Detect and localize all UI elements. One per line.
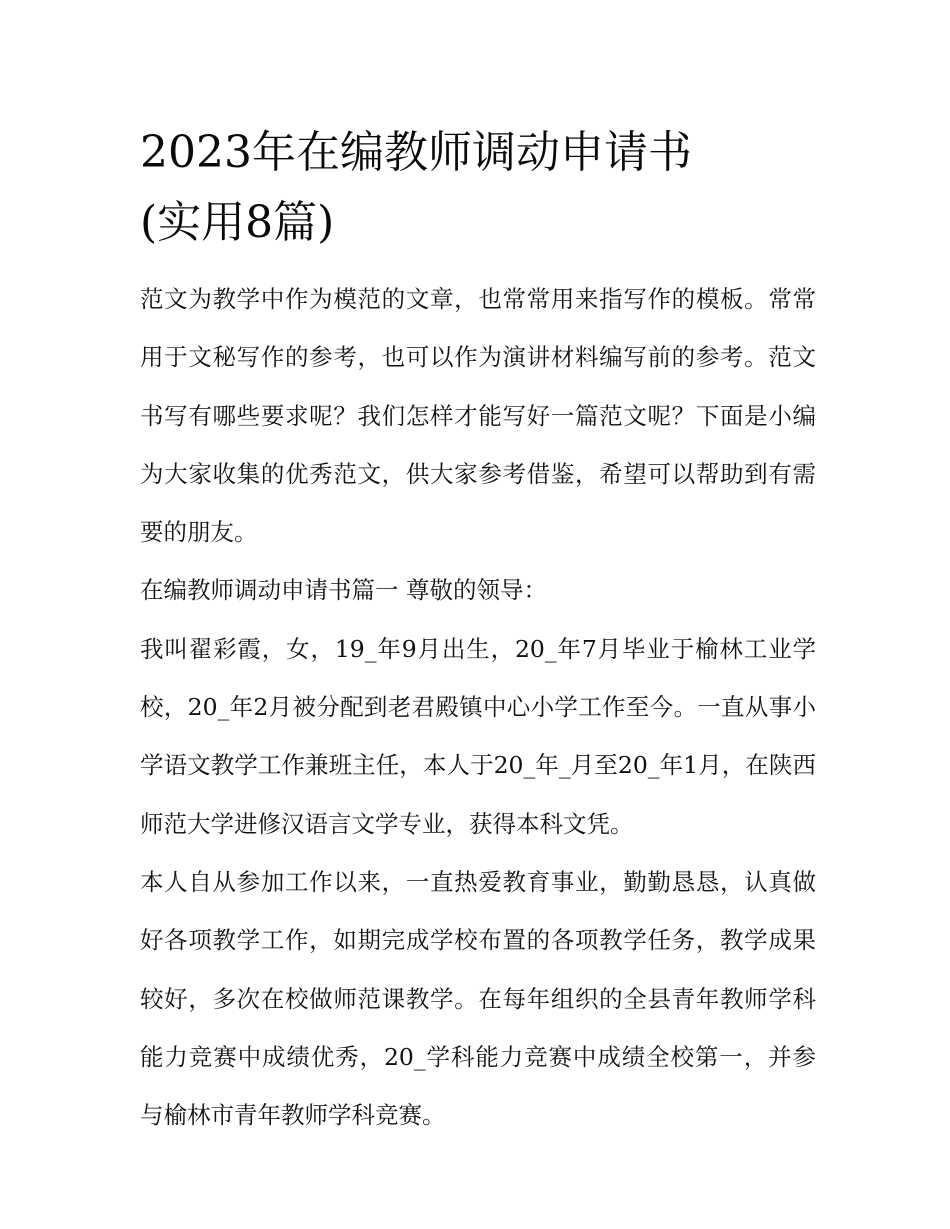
title-line-1: 2023年在编教师调动申请书 [140, 127, 692, 178]
document-body [140, 270, 816, 1144]
paragraph-intro: 范文为教学中作为模范的文章，也常常用来指写作的模板。常常用于文秘写作的参考，也可以作为演讲材料编写前的参考。范文书写有哪些要求呢？我们怎样才能写好一篇范文呢？下面是小编为大家收集的优秀范文，供大家参考借鉴，希望可以帮助到有需要的朋友。 [140, 285, 816, 547]
title-line-2: (实用8篇) [140, 197, 335, 248]
paragraph-section-heading: 在编教师调动申请书篇一 尊敬的领导： [140, 576, 547, 605]
paragraph-work-record: 本人自从参加工作以来，一直热爱教育事业，勤勤恳恳，认真做好各项教学工作，如期完成学校布置的各项教学任务，教学成果较好，多次在校做师范课教学。在每年组织的全县青年教师学科能力竞赛中成绩优秀，20_学科能力竞赛中成绩全校第一，并参与榆林市青年教师学科竞赛。 [140, 867, 816, 1130]
document-title [140, 118, 820, 258]
paragraph-personal-info: 我叫翟彩霞，女，19_年9月出生，20_年7月毕业于榆林工业学校，20_年2月被分配到老君殿镇中心小学工作至今。一直从事小学语文教学工作兼班主任，本人于20_年_月至20_年1月，在陕西师范大学进修汉语言文学专业，获得本科文凭。 [140, 634, 816, 838]
